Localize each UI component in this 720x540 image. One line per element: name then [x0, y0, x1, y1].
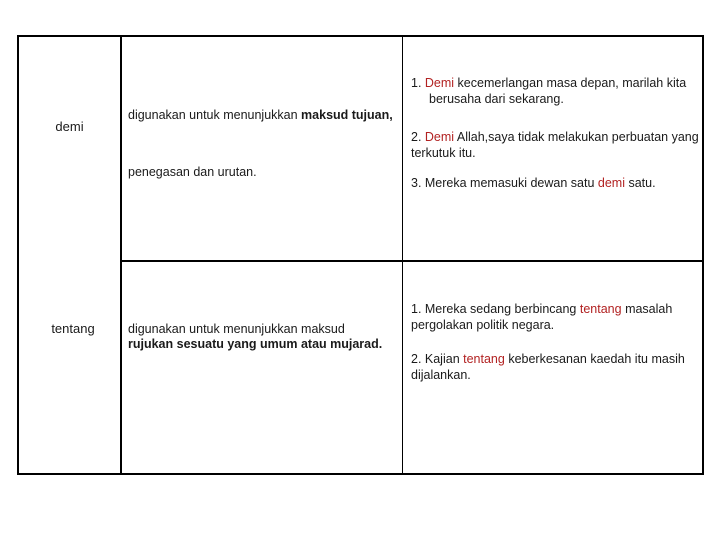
example-2: 2. Kajian tentang keberkesanan kaedah itu masih dijalankan.: [411, 352, 685, 382]
table-border-right: [702, 35, 704, 475]
definition-cell-demi: [128, 108, 396, 123]
keyword-tentang: tentang: [463, 352, 505, 366]
examples-cell-tentang: [411, 301, 699, 398]
keyword-demi: Demi: [424, 76, 455, 90]
definition-text: digunakan untuk menunjukkan maksud: [128, 322, 345, 336]
column-divider-1: [120, 35, 122, 475]
example-3: 3. Mereka memasuki dewan satu demi satu.: [411, 176, 656, 190]
keyword-demi: demi: [597, 176, 625, 190]
definition-extra-demi: penegasan dan urutan.: [128, 165, 257, 179]
keyword-demi: Demi: [424, 130, 455, 144]
keyword-tentang: tentang: [579, 302, 622, 316]
definition-cell-tentang: [128, 322, 390, 352]
word-cell-demi: demi: [55, 119, 84, 134]
example-1: 1. Demi kecemerlangan masa depan, marilah kita berusaha dari sekarang.: [411, 76, 687, 106]
definition-emphasis: maksud tujuan,: [301, 108, 393, 122]
examples-cell-demi: [411, 75, 699, 206]
definition-emphasis: rujukan sesuatu yang umum atau mujarad.: [128, 337, 383, 351]
row-divider: [120, 260, 704, 262]
table-border-left: [17, 35, 19, 475]
word-cell-tentang: tentang: [51, 321, 95, 336]
example-1: 1. Mereka sedang berbincang tentang masalah pergolakan politik negara.: [411, 302, 673, 332]
example-2: 2. Demi Allah,saya tidak melakukan perbuatan yang terkutuk itu.: [411, 130, 699, 160]
column-divider-2: [402, 35, 403, 475]
definition-text: digunakan untuk menunjukkan: [128, 108, 302, 122]
example-1-continuation: berusaha dari sekarang.: [429, 92, 564, 106]
